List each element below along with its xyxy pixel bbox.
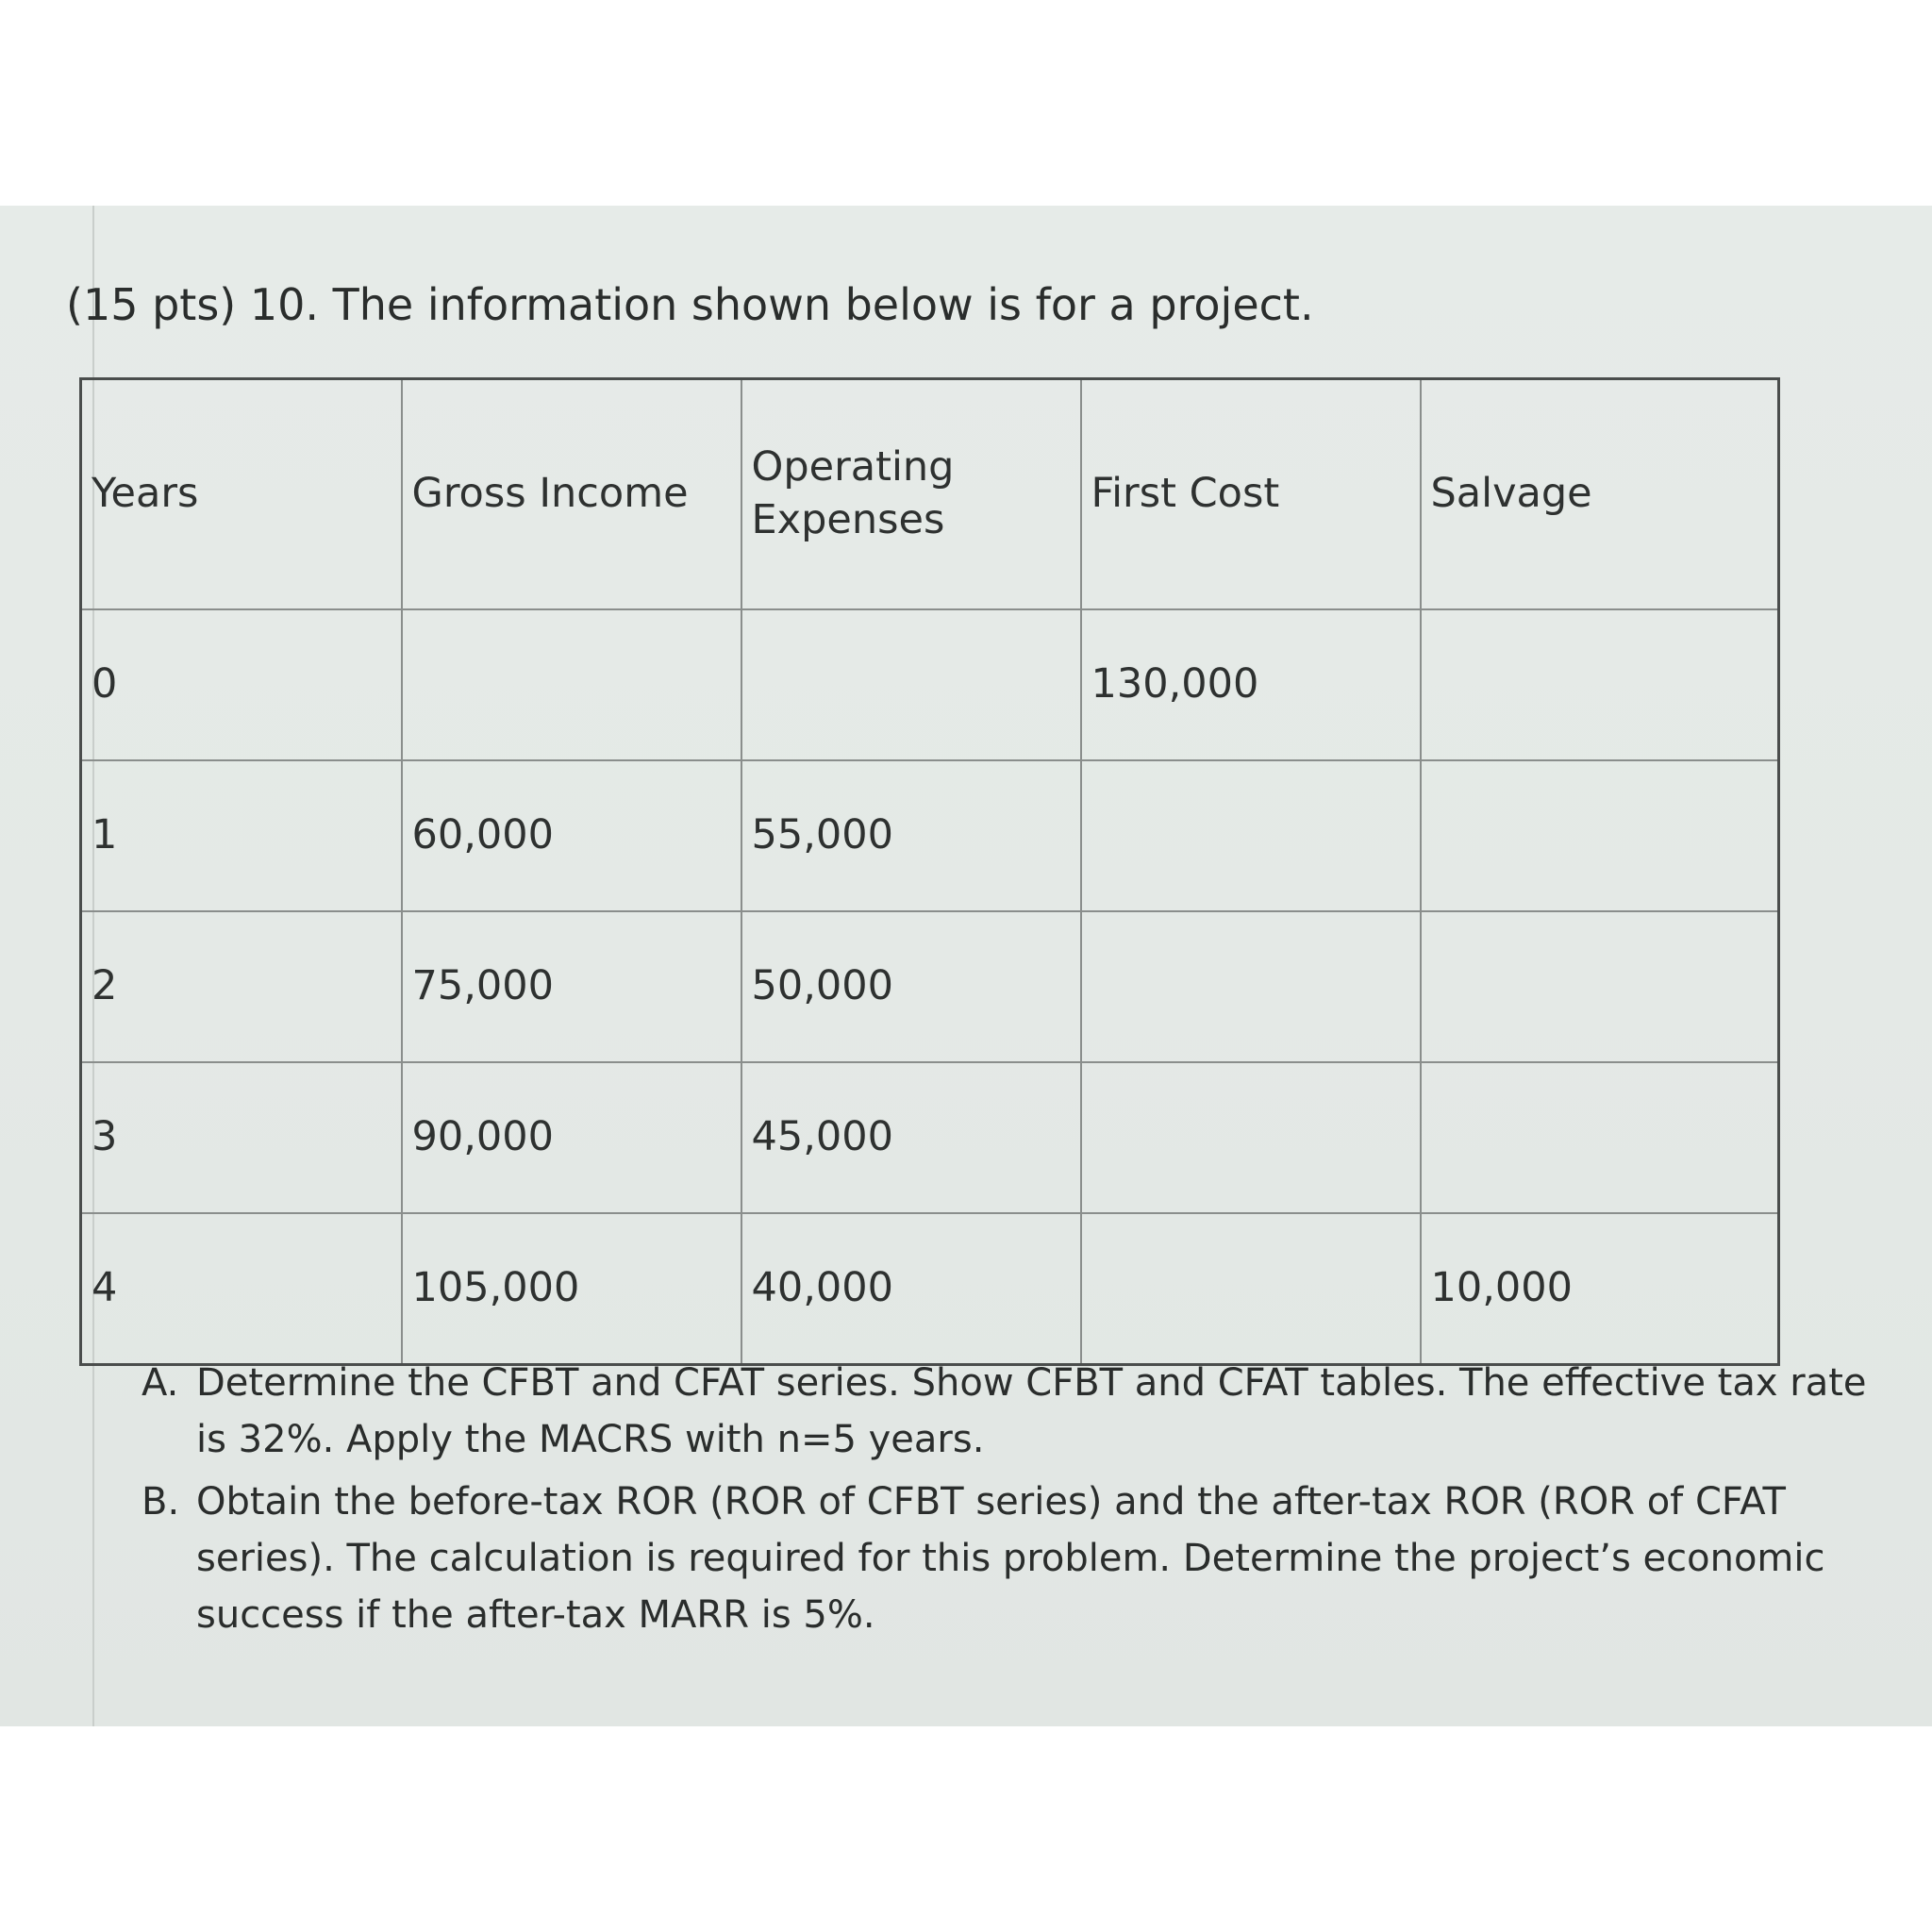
cell-year: 1 bbox=[81, 760, 402, 911]
cell-gross-income bbox=[402, 609, 741, 760]
table-row bbox=[81, 911, 1779, 1062]
cell-first-cost: 130,000 bbox=[1081, 609, 1421, 760]
cell-year: 4 bbox=[81, 1213, 402, 1365]
cell-operating-expenses: 55,000 bbox=[741, 760, 1081, 911]
cell-year: 3 bbox=[81, 1062, 402, 1213]
table-row bbox=[81, 609, 1779, 760]
part-letter: A. bbox=[142, 1361, 179, 1405]
cell-salvage bbox=[1421, 911, 1779, 1062]
cell-operating-expenses bbox=[741, 609, 1081, 760]
cell-gross-income: 90,000 bbox=[402, 1062, 741, 1213]
cell-first-cost bbox=[1081, 1213, 1421, 1365]
cell-salvage bbox=[1421, 1062, 1779, 1213]
question-parts bbox=[142, 1355, 1896, 1649]
cell-year: 0 bbox=[81, 609, 402, 760]
table-row bbox=[81, 1213, 1779, 1365]
question-part-b bbox=[142, 1474, 1896, 1643]
cell-operating-expenses: 40,000 bbox=[741, 1213, 1081, 1365]
cell-salvage bbox=[1421, 609, 1779, 760]
cell-gross-income: 105,000 bbox=[402, 1213, 741, 1365]
cell-gross-income: 60,000 bbox=[402, 760, 741, 911]
table-row bbox=[81, 760, 1779, 911]
question-title: (15 pts) 10. The information shown below is for a project. bbox=[66, 279, 1314, 330]
header-gross-income: Gross Income bbox=[402, 379, 741, 610]
part-letter: B. bbox=[142, 1480, 180, 1524]
cell-operating-expenses: 45,000 bbox=[741, 1062, 1081, 1213]
header-years: Years bbox=[81, 379, 402, 610]
cell-salvage: 10,000 bbox=[1421, 1213, 1779, 1365]
header-first-cost: First Cost bbox=[1081, 379, 1421, 610]
cell-operating-expenses: 50,000 bbox=[741, 911, 1081, 1062]
table-row bbox=[81, 1062, 1779, 1213]
table-header-row bbox=[81, 379, 1779, 610]
header-operating-expenses: Operating Expenses bbox=[741, 379, 1081, 610]
cell-year: 2 bbox=[81, 911, 402, 1062]
cell-first-cost bbox=[1081, 760, 1421, 911]
document-page bbox=[0, 206, 1932, 1726]
cell-salvage bbox=[1421, 760, 1779, 911]
question-part-a bbox=[142, 1355, 1896, 1468]
cell-first-cost bbox=[1081, 911, 1421, 1062]
part-text: Determine the CFBT and CFAT series. Show CFBT and CFAT tables. The effective tax rate is 32%. Apply the MACRS with n=5 years. bbox=[196, 1361, 1867, 1461]
cell-gross-income: 75,000 bbox=[402, 911, 741, 1062]
header-salvage: Salvage bbox=[1421, 379, 1779, 610]
part-text: Obtain the before-tax ROR (ROR of CFBT series) and the after-tax ROR (ROR of CFAT series). The calculation is required for this problem. Determine the project’s economic success if the after-tax MARR is 5%. bbox=[196, 1480, 1825, 1637]
cell-first-cost bbox=[1081, 1062, 1421, 1213]
project-data-table bbox=[79, 377, 1780, 1366]
